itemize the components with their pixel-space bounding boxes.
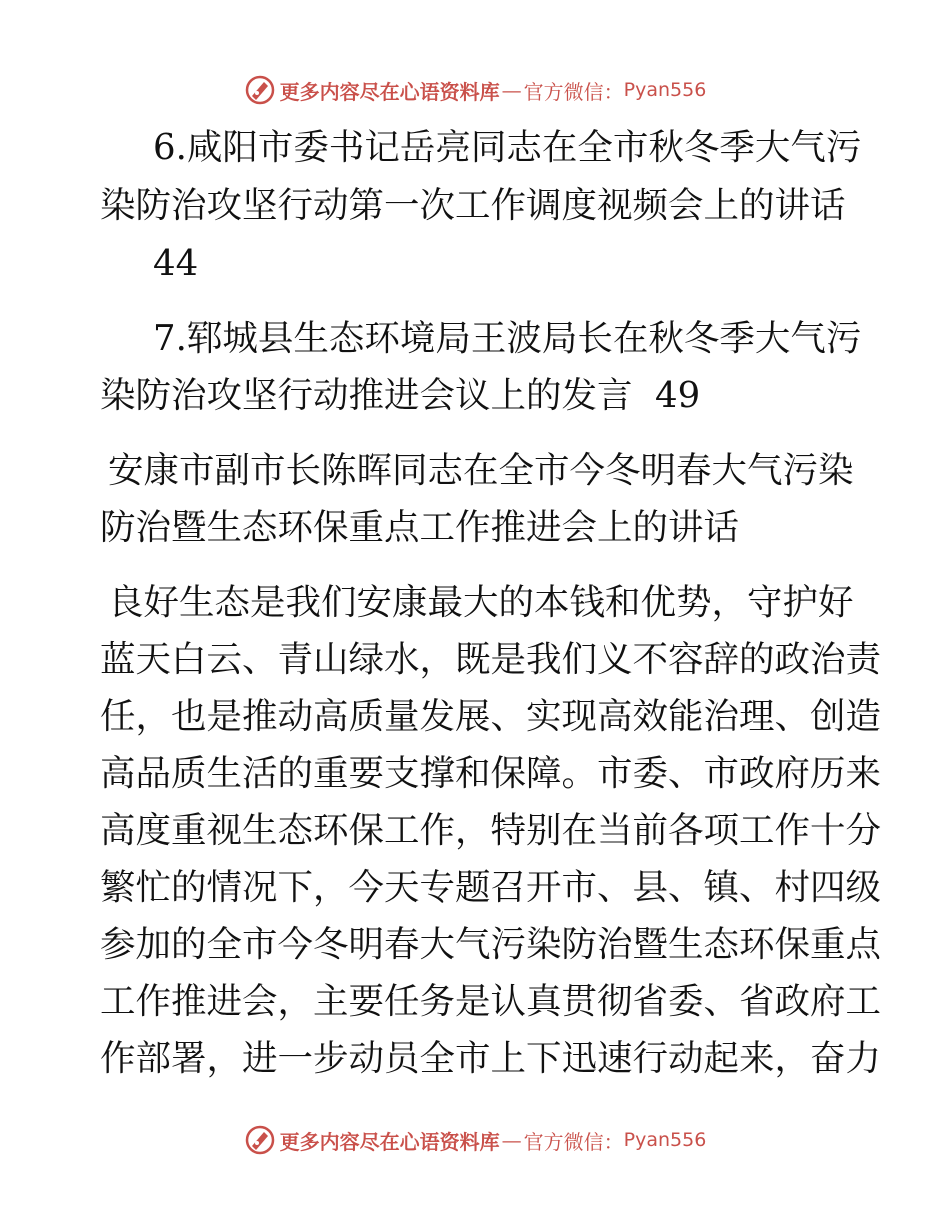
toc-entry-6-line2: 染防治攻坚行动第一次工作调度视频会上的讲话 — [100, 185, 846, 226]
footer-watermark — [0, 1122, 950, 1158]
body-line: 繁忙的情况下，今天专题召开市、县、镇、村四级 — [100, 867, 882, 908]
watermark-dash: — — [501, 1128, 522, 1152]
pen-logo-icon — [244, 1124, 276, 1156]
body-line: 任，也是推动高质量发展、实现高效能治理、创造 — [100, 696, 882, 737]
body-line: 蓝天白云、青山绿水，既是我们义不容辞的政治责 — [100, 639, 882, 680]
watermark-wechat-label: 官方微信： — [523, 79, 624, 104]
toc-entry-7-page: 49 — [655, 375, 701, 416]
watermark-dash: — — [501, 78, 522, 102]
watermark-site-text: 更多内容尽在心语资料库 — [279, 1129, 500, 1154]
article-title-line1: 安康市副市长陈晖同志在全市今冬明春大气污染 — [108, 450, 854, 491]
header-watermark — [0, 72, 950, 108]
toc-entry-7-line2: 染防治攻坚行动推进会议上的发言 — [100, 375, 633, 416]
body-line: 参加的全市今冬明春大气污染防治暨生态环保重点 — [100, 924, 882, 965]
toc-entry-7-line1: 7.郓城县生态环境局王波局长在秋冬季大气污 — [153, 318, 862, 359]
watermark-wechat-label: 官方微信： — [523, 1129, 624, 1154]
watermark-wechat-id: Pyan556 — [623, 79, 707, 101]
toc-entry-6-page: 44 — [153, 243, 199, 284]
watermark-wechat-id: Pyan556 — [623, 1129, 707, 1151]
toc-entry-6-line1: 6.咸阳市委书记岳亮同志在全市秋冬季大气污 — [153, 127, 862, 168]
body-line: 工作推进会，主要任务是认真贯彻省委、省政府工 — [100, 981, 882, 1022]
body-line: 高品质生活的重要支撑和保障。市委、市政府历来 — [100, 753, 882, 794]
pen-logo-icon — [244, 74, 276, 106]
body-line: 良好生态是我们安康最大的本钱和优势，守护好 — [108, 582, 854, 623]
body-line: 高度重视生态环保工作，特别在当前各项工作十分 — [100, 810, 882, 851]
article-title-line2: 防治暨生态环保重点工作推进会上的讲话 — [100, 507, 740, 548]
watermark-site-text: 更多内容尽在心语资料库 — [279, 79, 500, 104]
body-line: 作部署，进一步动员全市上下迅速行动起来，奋力 — [100, 1038, 882, 1079]
